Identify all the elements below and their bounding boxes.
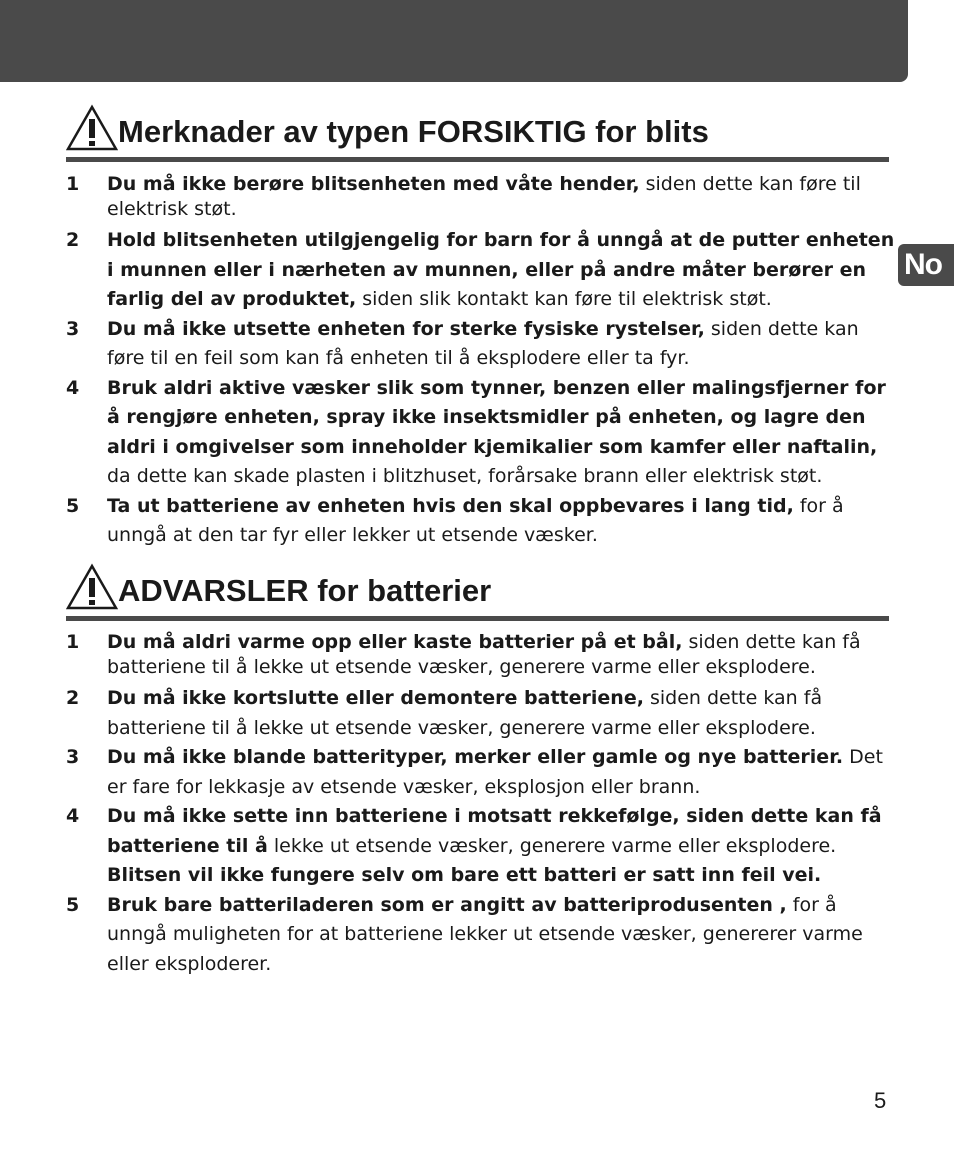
item-bold-note: Blitsen vil ikke fungere selv om bare ett batteri er satt inn feil vei. [107,864,822,886]
warning-triangle-icon [66,563,118,611]
item-text: Det er fare for lekkasje av etsende væsker, eksplosjon eller brann. [107,746,883,798]
item-text: siden dette kan føre til en feil som kan få enheten til å eksplodere eller ta fyr. [107,317,859,369]
item-text: siden slik kontakt kan føre til elektrisk støt. [356,288,772,310]
item-text: siden dette kan føre til elektrisk støt. [107,173,861,220]
item-number: 2 [66,229,80,251]
item-text: for å unngå at den tar fyr eller lekker ut etsende væsker. [107,494,844,546]
item-number: 1 [66,631,80,653]
list-item [66,492,896,551]
item-text: da dette kan skade plasten i blitzhuset, forårsake brann eller elektrisk støt. [107,465,823,487]
item-bold-text: Ta ut batteriene av enheten hvis den skal oppbevares i lang tid, [107,494,794,517]
list-item [66,374,896,492]
item-text: siden dette kan få batteriene til å lekke ut etsende væsker, generere varme eller eksplodere. [107,631,861,678]
item-bold-text: Bruk aldri aktive væsker slik som tynner, benzen eller malingsfjerner for å rengjøre enheten, spray ikke insektsmidler på enheten, og lagre den aldri i omgivelser som inneholder kjemikalier som kamfer eller naftalin, [107,376,886,458]
list-item [66,684,896,743]
list-item [66,630,896,680]
section-heading-forsiktig [66,104,889,162]
item-number: 3 [66,746,80,768]
item-number: 5 [66,893,80,916]
item-number: 3 [66,317,80,340]
list-item [66,315,896,374]
item-number: 4 [66,376,80,399]
section-title: Merknader av typen FORSIKTIG for blits [118,114,709,149]
item-text: for å unngå muligheten for at batteriene lekker ut etsende væsker, genererer varme eller eksploderer. [107,893,863,975]
list-item [66,172,896,222]
item-number: 1 [66,173,80,195]
list-item [66,891,896,980]
list-item [66,743,896,802]
item-bold-text: Hold blitsenheten utilgjengelig for barn for å unngå at de putter enheten i munnen eller i nærheten av munnen, eller på andre måter berører en farlig del av produktet, [107,229,895,310]
list-item [66,226,896,315]
advarsler-list [66,630,896,979]
item-bold-text: Du må ikke kortslutte eller demontere batteriene, [107,687,644,709]
page-number: 5 [874,1088,887,1113]
item-bold-text: Du må ikke sette inn batteriene i motsatt rekkefølge, siden dette kan få batteriene til å [107,805,882,857]
item-bold-text: Du må ikke berøre blitsenheten med våte hender, [107,173,640,195]
forsiktig-list [66,172,896,551]
item-number: 5 [66,494,80,517]
item-bold-text: Du må ikke blande batterityper, merker eller gamle og nye batterier. [107,746,844,768]
language-tab: No [898,244,954,286]
item-number: 2 [66,687,80,709]
item-bold-text: Du må aldri varme opp eller kaste batterier på et bål, [107,631,683,653]
header-bar [0,0,908,82]
list-item [66,802,896,891]
item-text: siden dette kan få batteriene til å lekke ut etsende væsker, generere varme eller eksplodere. [107,687,823,739]
item-number: 4 [66,805,80,827]
section-title: ADVARSLER for batterier [118,573,492,608]
item-text: lekke ut etsende væsker, generere varme eller eksplodere. [267,834,837,857]
warning-triangle-icon [66,104,118,152]
section-heading-advarsler [66,563,889,621]
item-bold-text: Du må ikke utsette enheten for sterke fysiske rystelser, [107,317,705,340]
item-bold-text: Bruk bare batteriladeren som er angitt av batteriprodusenten , [107,893,787,916]
